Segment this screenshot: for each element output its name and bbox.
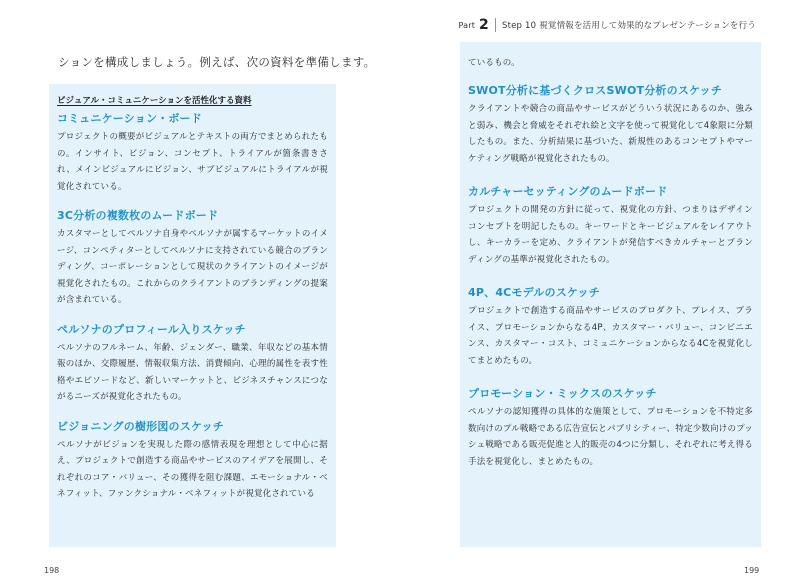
section-body: ペルソナのフルネーム、年齢、ジェンダー、職業、年収などの基本情報のほか、交際履歴、情報収集方法、消費傾向、心理的属性を表す性格やエピソードなど、新しいマーケットと、ビジネスチャンスにつながるニーズが視覚化されたもの。 <box>57 342 328 402</box>
header-divider <box>495 18 496 32</box>
continued-text: ているもの。 <box>468 58 520 68</box>
page-number-right: 199 <box>744 566 760 575</box>
box-title: ビジュアル・コミュニケーションを活性化する資料 <box>57 96 252 106</box>
section-body: プロジェクトの開発の方針に従って、視覚化の方針、つまりはデザインコンセプトを明記したもの。キーワードとキービジュアルをレイアウトし、キーカラーを定め、クライアントが発信すべきカルチャーとブランディングの基準が視覚化されたもの。 <box>468 205 753 265</box>
section-body: プロジェクトの概要がビジュアルとテキストの両方でまとめられたもの。インサイト、ビジョン、コンセプト、トライアルが箇条書きされ、メインビジュアルにビジョン、サブビジュアルにトライアルが視覚化されている。 <box>57 132 328 192</box>
section-body: ペルソナの認知獲得の具体的な施策として、プロモーションを不特定多数向けのプル戦略である広告宣伝とパブリシティー、特定少数向けのプッシュ戦略である販売促進と人的販売の4つに分類し、それぞれに考え得る手法を視覚化し、まとめたもの。 <box>468 407 753 467</box>
section-persona-sketch <box>49 321 336 406</box>
section-heading: ビジョニングの樹形図のスケッチ <box>57 419 225 433</box>
part-label: Part <box>458 20 476 30</box>
section-swot <box>460 82 761 167</box>
step-title: Step 10 視覚情報を活用して効果的なプレゼンテーションを行う <box>502 21 756 31</box>
left-materials-box <box>49 84 336 547</box>
section-body: カスタマーとしてペルソナ自身やペルソナが属するマーケットのイメージ、コンペティターとしてペルソナに支持されている競合のブランディング、コーポレーションとして現状のクライアントのイメージが視覚化されたもの。これからのクライアントのブランディングの提案が含まれている。 <box>57 229 328 305</box>
section-body: ペルソナがビジョンを実現した際の感情表現を理想として中心に据え、プロジェクトで創造する商品やサービスのアイデアを展開し、それぞれのコア・バリュー、その獲得を阻む課題、エモーショナル・ベネフィット、ファンクショナル・ベネフィットが視覚化されている <box>57 439 328 499</box>
right-materials-box <box>460 42 761 547</box>
part-number: 2 <box>479 17 489 33</box>
section-heading: コミュニケーション・ボード <box>57 112 202 125</box>
section-heading: ペルソナのプロフィール入りスケッチ <box>57 322 246 336</box>
section-heading: SWOT分析に基づくクロスSWOT分析のスケッチ <box>468 84 723 97</box>
left-intro-text: ションを構成しましょう。例えば、次の資料を準備します。 <box>58 55 376 69</box>
page-number-left: 198 <box>44 566 60 575</box>
section-4p-4c <box>460 284 761 369</box>
section-heading: 3C分析の複数枚のムードボード <box>57 209 219 222</box>
section-body: プロジェクトで創造する商品やサービスのプロダクト、プレイス、プライス、プロモーションからなる4P、カスタマー・バリュー、コンビニエンス、カスタマー・コスト、コミュニケーションからなる4Cを視覚化してまとめたもの。 <box>468 306 753 366</box>
section-visioning-tree <box>49 418 336 503</box>
section-heading: カルチャーセッティングのムードボード <box>468 185 668 198</box>
section-body: クライアントや競合の商品やサービスがどういう状況にあるのか、強みと弱み、機会と脅威をそれぞれ絵と文字を使って視覚化して4象限に分類したもの。また、分析結果に基づいた、新規性のあるコンセプトやマーケティング戦略が視覚化されたもの。 <box>468 104 753 164</box>
section-heading: 4P、4Cモデルのスケッチ <box>468 286 600 299</box>
section-communication-board <box>49 110 336 195</box>
section-culture-setting <box>460 183 761 268</box>
section-3c-moodboard <box>49 207 336 309</box>
section-heading: プロモーション・ミックスのスケッチ <box>468 387 657 400</box>
running-header <box>458 18 756 32</box>
section-promotion-mix <box>460 385 761 470</box>
